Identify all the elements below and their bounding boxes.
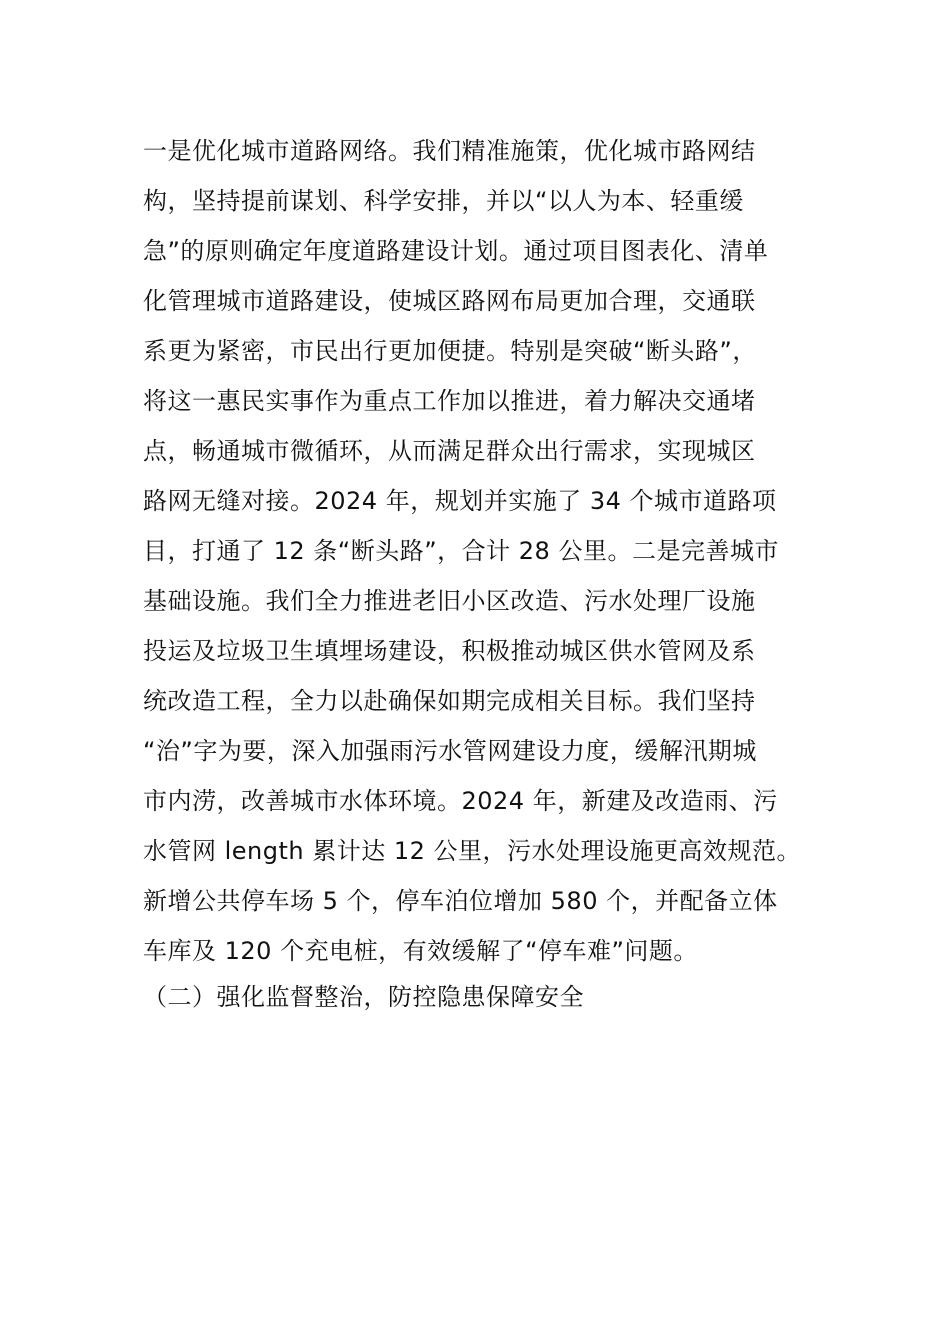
paragraph-line: “治”字为要，深入加强雨污水管网建设力度，缓解汛期城 — [143, 737, 757, 765]
section-heading: （二）强化监督整治，防控隐患保障安全 — [143, 983, 584, 1011]
body-paragraph — [143, 126, 833, 976]
paragraph-line: 路网无缝对接。2024 年，规划并实施了 34 个城市道路项 — [143, 487, 777, 515]
paragraph-line: 水管网 length 累计达 12 公里，污水处理设施更高效规范。 — [143, 837, 802, 865]
paragraph-line: 系更为紧密，市民出行更加便捷。特别是突破“断头路”， — [143, 337, 757, 365]
paragraph-line: 新增公共停车场 5 个，停车泊位增加 580 个，并配备立体 — [143, 887, 778, 915]
paragraph-line: 投运及垃圾卫生填埋场建设，积极推动城区供水管网及系 — [143, 637, 756, 665]
paragraph-line: 点，畅通城市微循环，从而满足群众出行需求，实现城区 — [143, 437, 756, 465]
paragraph-line: 将这一惠民实事作为重点工作加以推进，着力解决交通堵 — [143, 387, 756, 415]
paragraph-line: 目，打通了 12 条“断头路”，合计 28 公里。二是完善城市 — [143, 537, 779, 565]
paragraph-line: 基础设施。我们全力推进老旧小区改造、污水处理厂设施 — [143, 587, 756, 615]
paragraph-line: 市内涝，改善城市水体环境。2024 年，新建及改造雨、污 — [143, 787, 778, 815]
paragraph-line: 构，坚持提前谋划、科学安排，并以“以人为本、轻重缓 — [143, 187, 744, 215]
paragraph-line: 急”的原则确定年度道路建设计划。通过项目图表化、清单 — [143, 237, 769, 265]
paragraph-line: 化管理城市道路建设，使城区路网布局更加合理，交通联 — [143, 287, 756, 315]
paragraph-line: 统改造工程，全力以赴确保如期完成相关目标。我们坚持 — [143, 687, 756, 715]
paragraph-line: 一是优化城市道路网络。我们精准施策，优化城市路网结 — [143, 137, 756, 165]
paragraph-line: 车库及 120 个充电桩，有效缓解了“停车难”问题。 — [143, 937, 698, 965]
